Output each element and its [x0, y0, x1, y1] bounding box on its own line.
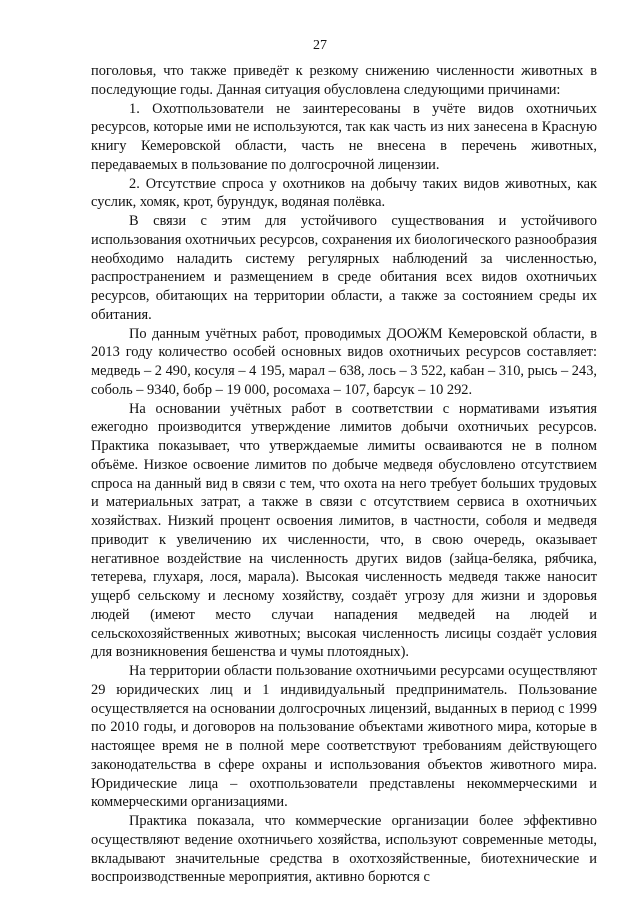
paragraph-continuation: поголовья, что также приведёт к резкому снижению численности животных в последующие годы. Данная ситуация обусловлена следующими причинами:	[91, 63, 597, 98]
paragraph-commercial-practice: Практика показала, что коммерческие организации более эффективно осуществляют ведение охотничьего хозяйства, используют современные методы, вкладывают значительные средства в охотхозяйственные, биотехнические и воспроизводственные мероприятия, активно борются с	[91, 813, 597, 886]
paragraph-reason-1: 1. Охотпользователи не заинтересованы в учёте видов охотничьих ресурсов, которые ими не используются, так как часть из них занесена в Красную книгу Кемеровской области, часть не внесена в перечень животных, передаваемых в пользование по долгосрочной лицензии.	[91, 100, 597, 173]
body-text	[91, 62, 597, 887]
page-number: 27	[313, 38, 327, 53]
paragraph-hunting-limits: На основании учётных работ в соответствии с нормативами изъятия ежегодно производится утверждение лимитов добычи охотничьих ресурсов. Практика показывает, что утверждаемые лимиты осваиваются не в полном объёме. Низкое освоение лимитов по добыче медведя обусловлено отсутствием спроса на данный вид в связи с тем, что охота на него требует больших трудовых и материальных затрат, а также в связи с отсутствием сервиса в охотничьих хозяйствах. Низкий процент освоения лимитов, в частности, соболя и медведя приводит к увеличению их численности, что, в свою очередь, оказывает негативное воздействие на численность других видов (зайца-беляка, рябчика, тетерева, глухаря, лося, марала). Высокая численность медведя также наносит ущерб сельскому и лесному хозяйству, создаёт угрозу для жизни и здоровья людей (имеют место случаи нападения медведей на людей и сельскохозяйственных животных; высокая численность лисицы создаёт условия для возникновения бешенства и чумы плотоядных).	[91, 400, 597, 661]
paragraph-hunting-users: На территории области пользование охотничьими ресурсами осуществляют 29 юридических лиц и 1 индивидуальный предприниматель. Пользование осуществляется на основании долгосрочных лицензий, выданных в период с 1999 по 2010 годы, и договоров на пользование объектами животного мира, которые в настоящее время не в полной мере соответствуют требованиям действующего законодательства в сфере охраны и использования объектов животного мира. Юридические лица – охотпользователи представлены некоммерческими и коммерческими организациями.	[91, 663, 597, 811]
paragraph-reason-2: 2. Отсутствие спроса у охотников на добычу таких видов животных, как суслик, хомяк, крот, бурундук, водяная полёвка.	[91, 175, 597, 211]
paragraph-monitoring: В связи с этим для устойчивого существования и устойчивого использования охотничьих ресурсов, сохранения их биологического разнообразия необходимо наладить систему регулярных наблюдений за численностью, распространением и размещением в среде обитания всех видов охотничьих ресурсов, обитающих на территории области, а также за состоянием среды их обитания.	[91, 213, 597, 323]
paragraph-census-data: По данным учётных работ, проводимых ДООЖМ Кемеровской области, в 2013 году количество особей основных видов охотничьих ресурсов составляет: медведь – 2 490, косуля – 4 195, марал – 638, лось – 3 522, кабан – 310, рысь – 243, соболь – 9340, бобр – 19 000, росомаха – 107, барсук – 10 292.	[91, 325, 597, 398]
